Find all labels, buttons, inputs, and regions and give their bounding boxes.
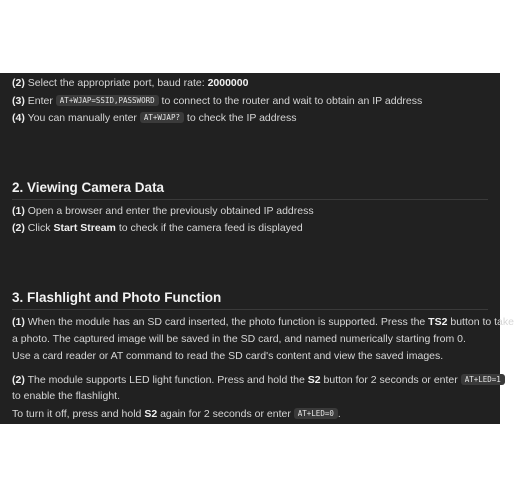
section-2-divider [12,199,488,200]
section-3-p2-line-3 [12,406,490,422]
section-3-p2-line-1 [12,372,501,388]
s2-button-label: S2 [307,374,321,386]
start-stream-label: Start Stream [53,222,116,234]
section-3-p2-line-3-pre: To turn it off, press and hold [12,408,142,420]
document-content [0,73,514,424]
step-3-post: to connect to the router and wait to obtain an IP address [161,95,423,107]
section-3-p1-post: button to take [450,316,514,328]
section-3-heading: 3. Flashlight and Photo Function [12,290,222,305]
section-2-heading: 2. Viewing Camera Data [12,180,165,195]
section-3-p1-line-2: a photo. The captured image will be saved in the SD card, and named numerically starting from 0. [12,333,466,345]
section-3-p2-pre: The module supports LED light function. Press and hold the [27,374,305,386]
section-2-item-1-number: (1) [12,205,25,217]
step-3-number: (3) [12,95,25,107]
section-3-p1-number: (1) [12,316,25,328]
ts2-button-label: TS2 [428,316,448,328]
section-2-item-1-text: Open a browser and enter the previously obtained IP address [27,205,314,217]
section-2-item-2-number: (2) [12,222,25,234]
step-4-post: to check the IP address [186,112,297,124]
section-3-p1-line-3: Use a card reader or AT command to read the SD card's content and view the saved images. [12,350,444,362]
s2-button-label-2: S2 [144,408,158,420]
step-4-number: (4) [12,112,25,124]
step-2-text: Select the appropriate port, baud rate: [27,77,205,89]
section-3-p1-pre: When the module has an SD card inserted, the photo function is supported. Press the [27,316,426,328]
step-3-pre: Enter [27,95,53,107]
section-3-p2-line-3-mid: again for 2 seconds or enter [160,408,291,420]
section-2-item-2-post: to check if the camera feed is displayed [118,222,303,234]
led-off-command: AT+LED=0 [294,408,338,419]
step-2-line [12,76,490,91]
section-3-p2-line-2: to enable the flashlight. [12,390,120,402]
baud-rate-value: 2000000 [207,77,249,89]
section-3-p2-number: (2) [12,374,25,386]
step-4-line [12,110,490,126]
section-2-item-2 [12,221,490,236]
led-on-command: AT+LED=1 [461,374,505,385]
section-3-p2-mid: button for 2 seconds or enter [323,374,458,386]
step-3-line [12,93,490,109]
wjap-query-command: AT+WJAP? [140,112,184,123]
section-3-p2-line-3-end: . [337,408,341,420]
section-2-item-2-pre: Click [27,222,51,234]
section-3-p1-line-1 [12,315,514,330]
step-2-number: (2) [12,77,25,89]
wjap-connect-command: AT+WJAP=SSID,PASSWORD [56,95,159,106]
step-4-pre: You can manually enter [27,112,137,124]
section-2-item-1 [12,204,490,219]
section-3-divider [12,309,488,310]
